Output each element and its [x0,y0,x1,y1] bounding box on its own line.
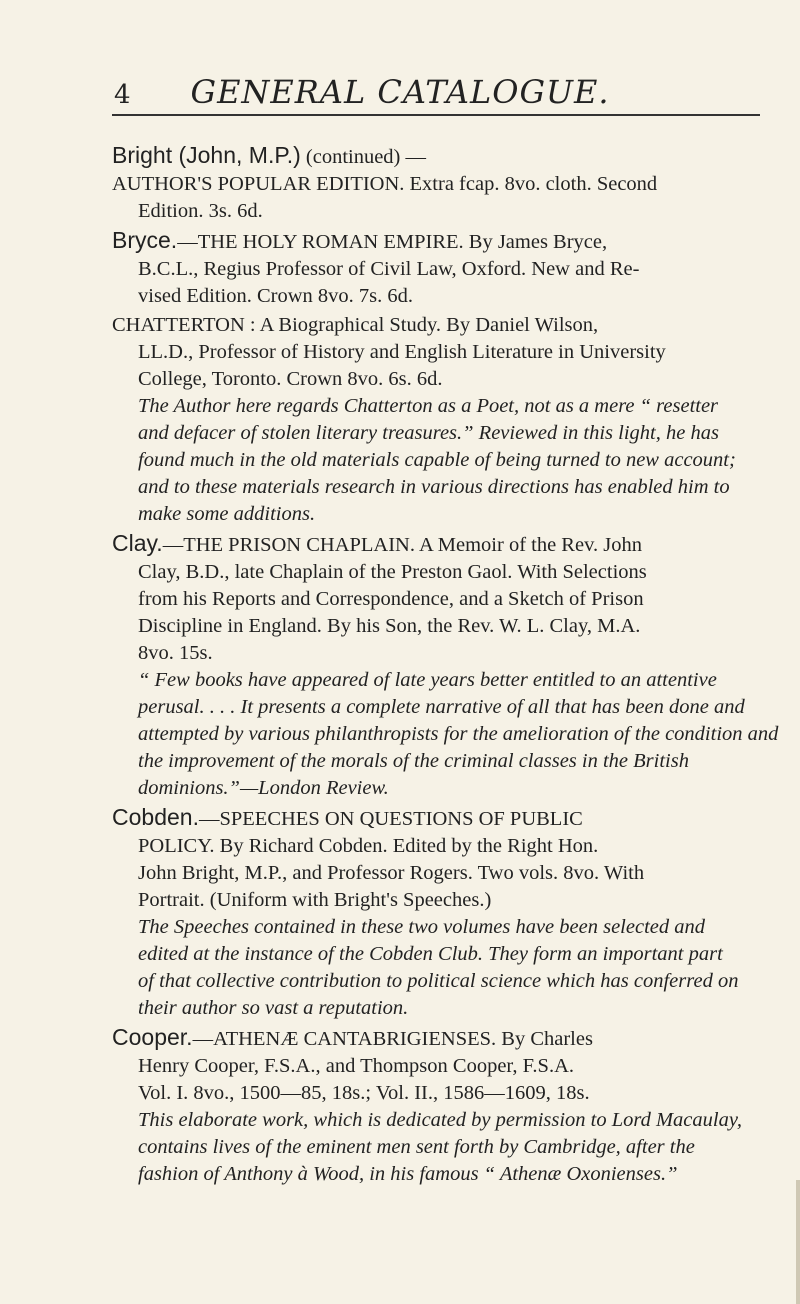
entry-line-text: Henry Cooper, F.S.A., and Thompson Cooper, F.S.A. [138,1055,575,1077]
entry-text-line [112,366,762,393]
entry-description-line [112,474,762,501]
entry-description-line [112,941,762,968]
entry-description-line [112,914,762,941]
entry-line-text: their author so vast a reputation. [138,997,409,1019]
entry-line-text: —THE PRISON CHAPLAIN. A Memoir of the Rev. John [162,534,642,556]
entry-line-text: perusal. . . . It presents a complete narrative of all that has been done and [138,696,745,718]
catalogue-entry [112,1024,762,1188]
entry-text-line [112,198,762,225]
entry-line-text: College, Toronto. Crown 8vo. 6s. 6d. [138,368,443,390]
entry-description-line [112,1107,762,1134]
entry-description-line [112,393,762,420]
entry-line-text: This elaborate work, which is dedicated by permission to Lord Macaulay, [138,1109,742,1131]
entry-line-text: make some additions. [138,503,316,525]
entry-line-text: The Author here regards Chatterton as a Poet, not as a mere “ resetter [138,395,719,417]
entry-description-line [112,447,762,474]
entry-description-line [112,1161,762,1188]
entry-description-line [112,721,779,748]
entry-line-text: fashion of Anthony à Wood, in his famous “ Athenæ Oxonienses.” [138,1163,678,1185]
entry-description-line [112,775,762,802]
catalogue-entry [112,142,762,225]
page-number: 4 [114,80,131,110]
entry-line-text: vised Edition. Crown 8vo. 7s. 6d. [138,285,414,307]
entry-text-line [112,833,762,860]
entry-author: Clay. [112,530,163,556]
running-head: GENERAL CATALOGUE. [190,73,610,111]
entry-text-line [112,142,762,171]
head-rule [112,114,760,116]
entry-line-text: attempted by various philanthropists for the amelioration of the condition and [138,723,779,745]
entry-line-text: edited at the instance of the Cobden Club. They form an important part [138,943,723,965]
entry-line-text: Vol. I. 8vo., 1500—85, 18s.; Vol. II., 1586—1609, 18s. [138,1082,590,1104]
entry-text-line [112,613,762,640]
entry-line-text: found much in the old materials capable of being turned to new account; [138,449,736,471]
entry-line-text: CHATTERTON : A Biographical Study. By Daniel Wilson, [112,314,599,336]
entry-line-text: dominions.”—London Review. [138,777,389,799]
entry-text-line [112,586,762,613]
entry-author: Bright (John, M.P.) [112,142,301,168]
entry-text-line [112,559,762,586]
catalogue-entry [112,804,762,1022]
entry-line-text: AUTHOR'S POPULAR EDITION. Extra fcap. 8vo. cloth. Second [112,173,658,195]
entry-line-text: Edition. 3s. 6d. [138,200,263,222]
entry-line-text: John Bright, M.P., and Professor Rogers. Two vols. 8vo. With [138,862,645,884]
entry-text-line [112,860,762,887]
entry-line-text: B.C.L., Regius Professor of Civil Law, Oxford. New and Re- [138,258,640,280]
entry-line-text: of that collective contribution to political science which has conferred on [138,970,739,992]
entry-line-text: and defacer of stolen literary treasures.” Reviewed in this light, he has [138,422,719,444]
entry-line-text: —THE HOLY ROMAN EMPIRE. By James Bryce, [177,231,608,253]
catalogue-entries [112,142,779,1190]
entry-text-line [112,1024,762,1053]
entry-description-line [112,694,762,721]
entry-description-line [112,667,762,694]
catalogue-entry [112,312,762,528]
entry-text-line [112,1053,762,1080]
entry-text-line [112,283,762,310]
entry-description-line [112,748,762,775]
entry-description-line [112,420,762,447]
entry-text-line [112,804,762,833]
entry-text-line [112,1080,762,1107]
entry-description-line [112,968,762,995]
entry-line-text: and to these materials research in various directions has enabled him to [138,476,730,498]
entry-text-line [112,530,762,559]
entry-text-line [112,171,762,198]
entry-line-text: 8vo. 15s. [138,642,213,664]
entry-description-line [112,995,762,1022]
entry-description-line [112,501,762,528]
entry-author: Cooper. [112,1024,193,1050]
entry-line-text: Portrait. (Uniform with Bright's Speeches.) [138,889,492,911]
entry-line-text: the improvement of the morals of the criminal classes in the British [138,750,689,772]
entry-line-text: Discipline in England. By his Son, the Rev. W. L. Clay, M.A. [138,615,641,637]
entry-line-text: —ATHENÆ CANTABRIGIENSES. By Charles [192,1028,593,1050]
entry-line-text: contains lives of the eminent men sent forth by Cambridge, after the [138,1136,695,1158]
entry-description-line [112,1134,762,1161]
entry-line-text: (continued) — [300,146,427,168]
page-edge-mark [796,1180,800,1304]
entry-line-text: —SPEECHES ON QUESTIONS OF PUBLIC [198,808,583,830]
entry-text-line [112,227,762,256]
entry-line-text: LL.D., Professor of History and English Literature in University [138,341,666,363]
entry-line-text: Clay, B.D., late Chaplain of the Preston Gaol. With Selections [138,561,647,583]
entry-line-text: The Speeches contained in these two volumes have been selected and [138,916,705,938]
entry-text-line [112,640,762,667]
catalogue-entry [112,227,762,310]
entry-text-line [112,256,762,283]
entry-line-text: from his Reports and Correspondence, and a Sketch of Prison [138,588,644,610]
entry-text-line [112,339,762,366]
entry-line-text: “ Few books have appeared of late years better entitled to an attentive [138,669,717,691]
catalogue-entry [112,530,779,802]
entry-author: Bryce. [112,227,178,253]
entry-author: Cobden. [112,804,199,830]
entry-text-line [112,887,762,914]
entry-line-text: POLICY. By Richard Cobden. Edited by the Right Hon. [138,835,599,857]
entry-text-line [112,312,762,339]
